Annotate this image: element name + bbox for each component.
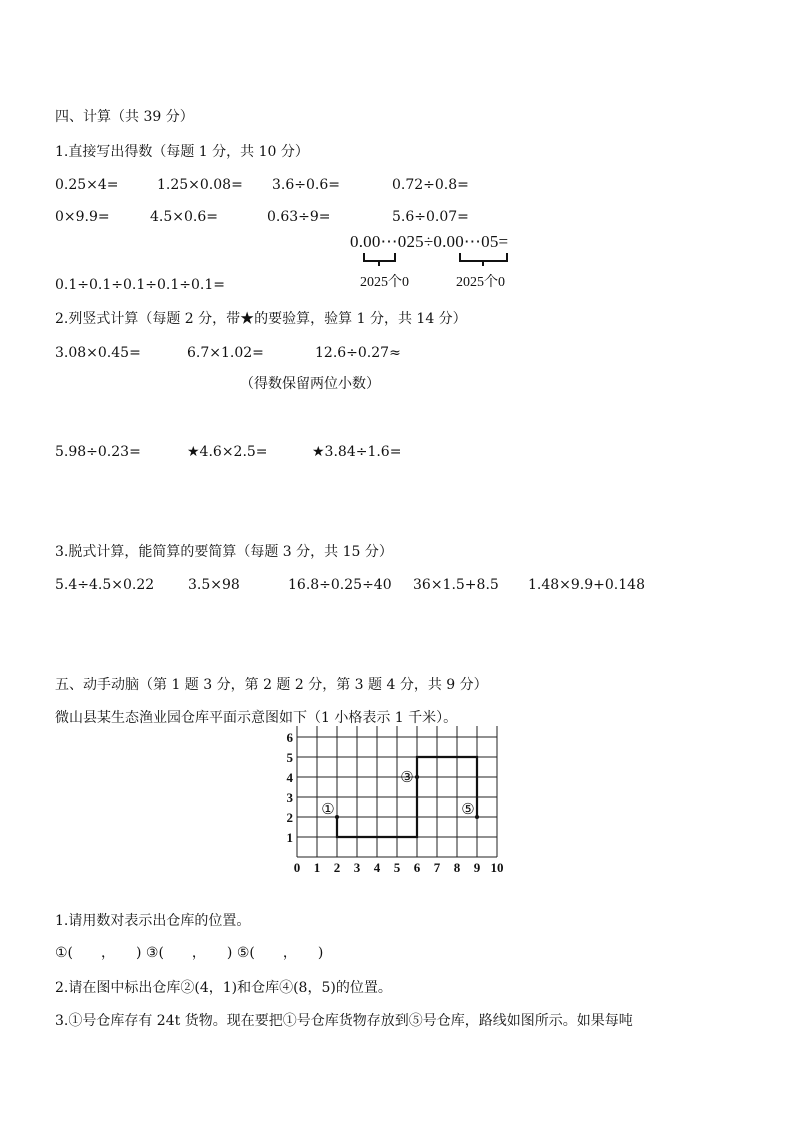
x-tick-label: 3: [353, 860, 361, 875]
x-tick-label: 5: [393, 860, 401, 875]
q3-heading: 3.脱式计算，能简算的要简算（每题 3 分，共 15 分）: [55, 544, 393, 560]
problem: 5.4÷4.5×0.22: [55, 577, 155, 593]
warehouse-grid: [280, 726, 520, 896]
y-tick-label: 5: [286, 750, 293, 765]
problem: 1.48×9.9+0.148: [528, 577, 645, 593]
x-tick-label: 4: [373, 860, 381, 875]
problem: 3.5×98: [188, 577, 240, 593]
s5-q2: 2.请在图中标出仓库②(4，1)和仓库④(8，5)的位置。: [55, 980, 392, 996]
problem: 12.6÷0.27≈: [315, 345, 401, 361]
problem: 5.98÷0.23=: [55, 444, 141, 460]
x-tick-label: 1: [313, 860, 321, 875]
problem: 4.5×0.6=: [150, 209, 218, 225]
warehouse-point: [415, 775, 419, 779]
rounding-note: （得数保留两位小数）: [240, 376, 380, 392]
problem: 5.6÷0.07=: [392, 209, 469, 225]
q1-row3-problem: 0.1÷0.1÷0.1÷0.1÷0.1=: [55, 277, 225, 293]
problem: 3.6÷0.6=: [272, 177, 340, 193]
x-tick-label: 8: [453, 860, 461, 875]
brace-marks: [350, 250, 535, 272]
x-tick-label: 2: [333, 860, 341, 875]
warehouse-label: ①: [321, 802, 335, 818]
warehouse-label: ③: [400, 770, 414, 786]
problem: 36×1.5+8.5: [413, 577, 499, 593]
brace-left: [364, 253, 395, 266]
problem: 0.63÷9=: [267, 209, 331, 225]
problem: 0×9.9=: [55, 209, 110, 225]
brace-label-left: 2025个0: [360, 275, 409, 290]
s5-q1-answers: ①( ， ) ③( ， ) ⑤( ， ): [55, 945, 324, 961]
problem: 0.72÷0.8=: [392, 177, 469, 193]
section5-intro: 微山县某生态渔业园仓库平面示意图如下（1 小格表示 1 千米）。: [55, 710, 458, 726]
q2-heading: 2.列竖式计算（每题 2 分，带★的要验算，验算 1 分，共 14 分）: [55, 311, 467, 327]
section5-title: 五、动手动脑（第 1 题 3 分，第 2 题 2 分，第 3 题 4 分，共 9 分）: [55, 677, 488, 693]
x-tick-label: 6: [413, 860, 421, 875]
y-tick-label: 1: [286, 830, 293, 845]
warehouse-point: [475, 815, 479, 819]
y-tick-label: 2: [286, 810, 293, 825]
x-tick-label: 10: [490, 860, 504, 875]
problem: ★4.6×2.5=: [187, 444, 268, 460]
warehouse-point: [335, 815, 339, 819]
x-tick-label: 0: [293, 860, 301, 875]
problem: ★3.84÷1.6=: [312, 444, 402, 460]
problem: 0.25×4=: [55, 177, 119, 193]
s5-q1: 1.请用数对表示出仓库的位置。: [55, 913, 251, 929]
y-tick-label: 3: [286, 790, 293, 805]
brace-right: [460, 253, 507, 266]
s5-q3: 3.①号仓库存有 24t 货物。现在要把①号仓库货物存放到⑤号仓库，路线如图所示。如果每吨: [55, 1013, 633, 1029]
section4-title: 四、计算（共 39 分）: [55, 109, 194, 125]
problem: 6.7×1.02=: [187, 345, 264, 361]
problem: 16.8÷0.25÷40: [288, 577, 392, 593]
x-tick-label: 9: [473, 860, 481, 875]
special-division-expression: 0.00⋯025÷0.00⋯05=: [350, 232, 509, 251]
problem: 1.25×0.08=: [157, 177, 243, 193]
brace-label-right: 2025个0: [456, 275, 505, 290]
y-tick-label: 6: [286, 730, 293, 745]
q1-heading: 1.直接写出得数（每题 1 分，共 10 分）: [55, 144, 309, 160]
y-tick-label: 4: [286, 770, 293, 785]
x-tick-label: 7: [433, 860, 441, 875]
warehouse-label: ⑤: [461, 802, 475, 818]
problem: 3.08×0.45=: [55, 345, 141, 361]
